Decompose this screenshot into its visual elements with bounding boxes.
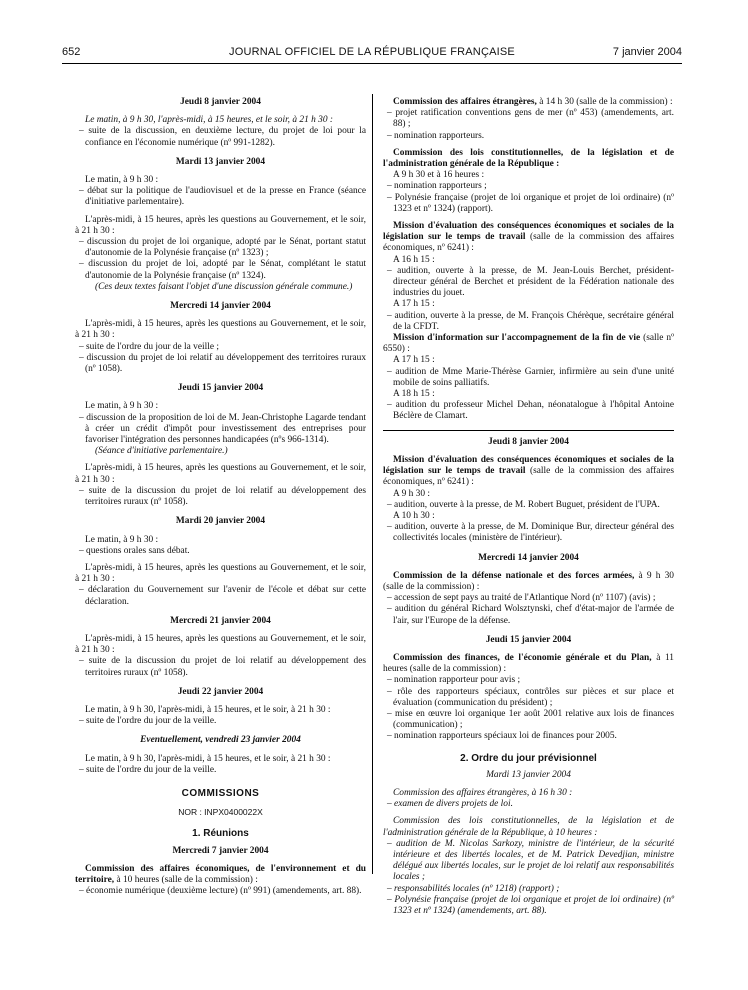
commission-entry: Commission des finances, de l'économie générale et du Plan, à 11 heures (salle de la commission) : [383, 652, 674, 675]
agenda-note: (Ces deux textes faisant l'objet d'une discussion générale commune.) [95, 281, 353, 292]
commission-entry: Mission d'évaluation des conséquences économiques et sociales de la législation sur le temps de travail (salle de la commission des affaires économiques, nº 6241) : [383, 221, 674, 254]
commission-entry: Commission des lois constitutionnelles, de la législation et de l'administration générale de la République, à 10 heures : [383, 816, 674, 838]
agenda-day [75, 383, 366, 508]
agenda-item: – accession de sept pays au traité de l'Atlantique Nord (nº 1107) (avis) ; [387, 593, 656, 604]
agenda-item: – discussion de la proposition de loi de M. Jean-Christophe Lagarde tendant à créer un crédit d'impôt pour investissement des entreprises pour favoriser l'intégration des personnes handicapées (nºs 966-1314). [79, 412, 367, 446]
agenda-item: – audition, ouverte à la presse, de M. Dominique Bur, directeur général des collectivités locales (ministère de l'intérieur). [387, 522, 675, 544]
session-time: A 18 h 15 : [393, 389, 435, 400]
session-time: A 10 h 30 : [393, 510, 435, 521]
journal-title: JOURNAL OFFICIEL DE LA RÉPUBLIQUE FRANÇAISE [229, 46, 515, 58]
day-heading: Mercredi 14 janvier 2004 [170, 301, 271, 312]
left-column [75, 97, 366, 897]
commission-block [383, 148, 674, 215]
agenda-item: – projet ratification conventions gens de mer (nº 453) (amendements, art. 88) ; [387, 108, 674, 130]
commission-entry: Mission d'évaluation des conséquences économiques et sociales de la législation sur le temps de travail (salle de la commission des affaires économiques, nº 6241) : [383, 454, 674, 488]
commissions-heading: COMMISSIONS [181, 787, 260, 799]
agenda-item: – nomination rapporteur pour avis ; [387, 675, 521, 686]
agenda-item: – économie numérique (deuxième lecture) (nº 991) (amendements, art. 88). [79, 886, 362, 897]
day-heading: Mardi 13 janvier 2004 [175, 156, 266, 167]
day-heading: Mardi 13 janvier 2004 [486, 769, 571, 780]
session-time: L'après-midi, à 15 heures, après les questions au Gouvernement, et le soir, à 21 h 30 : [75, 463, 366, 485]
agenda-item: – audition du professeur Michel Dehan, néonatalogue à l'hôpital Antoine Béclère de Clamart. [387, 400, 675, 422]
agenda-item: – audition de M. Nicolas Sarkozy, ministre de l'intérieur, de la sécurité intérieure et des libertés locales, et de M. Patrick Devedjian, ministre délégué aux libertés locales, sur le projet de loi relatif aux responsabilités locales ; [387, 838, 674, 883]
agenda-day [75, 687, 366, 728]
agenda-note: (Séance d'initiative parlementaire.) [95, 446, 228, 457]
agenda-day [75, 516, 366, 607]
agenda-item: – suite de la discussion du projet de loi relatif au développement des territoires ruraux (nº 1058). [79, 656, 367, 678]
agenda-item: – mise en œuvre loi organique 1er août 2001 relative aux lois de finances (communication) ; [387, 708, 675, 731]
day-heading: Mercredi 7 janvier 2004 [172, 845, 269, 856]
agenda-day [75, 157, 366, 293]
commission-block [383, 97, 674, 142]
nor-reference: NOR : INPX0400022X [178, 807, 263, 818]
session-time: Le matin, à 9 h 30 : [85, 534, 159, 545]
section-heading: 1. Réunions [192, 828, 249, 840]
session-time: L'après-midi, à 15 heures, après les questions au Gouvernement, et le soir, à 21 h 30 : [75, 214, 366, 236]
agenda-item: – audition, ouverte à la presse, de M. Jean-Louis Berchet, président-directeur général de Berchet et président de la Fédération nationale des industries du jouet. [387, 265, 674, 299]
session-time: Le matin, à 9 h 30, l'après-midi, à 15 heures, et le soir, à 21 h 30 : [85, 115, 333, 126]
session-time: A 16 h 15 : [393, 254, 435, 265]
commission-block [383, 221, 674, 333]
commission-entry: Commission des affaires étrangères, à 14 h 30 (salle de la commission) : [393, 97, 673, 107]
agenda-item: – audition, ouverte à la presse, de M. Robert Buguet, président de l'UPA. [387, 499, 660, 510]
agenda-item: – examen de divers projets de loi. [387, 799, 513, 810]
agenda-item: – discussion du projet de loi relatif au développement des territoires ruraux (nº 1058). [79, 352, 367, 375]
session-time: Le matin, à 9 h 30 : [85, 401, 159, 412]
agenda-day [383, 437, 674, 545]
agenda-day [75, 735, 366, 776]
session-time: L'après-midi, à 15 heures, après les questions au Gouvernement, et le soir, à 21 h 30 : [75, 633, 366, 656]
commission-entry: Mission d'information sur l'accompagnement de la fin de vie (salle nº 6550) : [383, 333, 675, 355]
session-time: L'après-midi, à 15 heures, après les questions au Gouvernement, et le soir, à 21 h 30 : [75, 562, 366, 585]
commission-entry: Commission des affaires économiques, de l'environnement et du territoire, à 10 heures (salle de la commission) : [75, 863, 366, 885]
agenda-day [383, 635, 674, 743]
agenda-item: – questions orales sans débat. [79, 545, 190, 556]
session-time: A 9 h 30 et à 16 heures : [393, 170, 485, 181]
agenda-item: – suite de la discussion, en deuxième lecture, du projet de loi pour la confiance en l'économie numérique (nº 991-1282). [79, 126, 366, 148]
day-heading: Jeudi 15 janvier 2004 [177, 383, 264, 394]
header-rule [62, 63, 682, 64]
day-heading: Jeudi 8 janvier 2004 [488, 436, 569, 447]
commission-entry: Commission des affaires étrangères, à 16 h 30 : [393, 787, 573, 798]
agenda-item: – Polynésie française (projet de loi organique et projet de loi ordinaire) (nº 1323 et nº 1324) (amendements, art. 88). [387, 894, 674, 916]
agenda-item: – suite de la discussion du projet de loi relatif au développement des territoires ruraux (nº 1058). [79, 485, 367, 508]
agenda-day [75, 301, 366, 375]
commission-entry: Commission de la défense nationale et des forces armées, à 9 h 30 (salle de la commission) : [383, 570, 674, 592]
agenda-day [383, 553, 674, 627]
session-time: L'après-midi, à 15 heures, après les questions au Gouvernement, et le soir, à 21 h 30 : [75, 319, 366, 341]
issue-date: 7 janvier 2004 [612, 46, 682, 58]
day-heading: Jeudi 8 janvier 2004 [180, 97, 261, 107]
column-divider [372, 94, 373, 874]
agenda-item: – discussion du projet de loi, adopté par le Sénat, complétant le statut d'autonomie de la Polynésie française (nº 1324). [79, 259, 366, 281]
session-time: A 9 h 30 : [393, 488, 430, 499]
agenda-item: – nomination rapporteurs spéciaux loi de finances pour 2005. [387, 731, 617, 742]
day-heading: Jeudi 15 janvier 2004 [485, 634, 572, 645]
agenda-item: – audition, ouverte à la presse, de M. François Chérèque, secrétaire général de la CFDT. [387, 310, 675, 332]
agenda-item: – audition du général Richard Wolsztynski, chef d'état-major de l'armée de l'air, sur l'Europe de la défense. [387, 604, 674, 626]
agenda-item: – responsabilités locales (nº 1218) (rapport) ; [387, 883, 560, 894]
day-heading: Jeudi 22 janvier 2004 [177, 686, 264, 697]
agenda-item: – rôle des rapporteurs spéciaux, contrôles sur pièces et sur place et évaluation (communication du président) ; [387, 686, 674, 708]
agenda-day [75, 97, 366, 149]
day-heading: Mercredi 14 janvier 2004 [478, 552, 579, 563]
day-heading: Mercredi 21 janvier 2004 [170, 615, 271, 626]
agenda-item: – Polynésie française (projet de loi organique et projet de loi ordinaire) (nº 1323 et nº 1324) (rapport). [387, 192, 674, 214]
agenda-item: – nomination rapporteurs ; [387, 181, 487, 192]
agenda-item: – discussion du projet de loi organique, adopté par le Sénat, portant statut d'autonomie de la Polynésie française (nº 1323) ; [79, 237, 367, 259]
section-heading: 2. Ordre du jour prévisionnel [460, 752, 597, 764]
session-time: Le matin, à 9 h 30, l'après-midi, à 15 heures, et le soir, à 21 h 30 : [85, 704, 331, 715]
day-heading: Eventuellement, vendredi 23 janvier 2004 [140, 735, 301, 746]
session-time: A 17 h 15 : [393, 355, 435, 366]
agenda-day [75, 846, 366, 898]
page-number: 652 [62, 46, 81, 58]
session-time: Le matin, à 9 h 30, l'après-midi, à 15 heures, et le soir, à 21 h 30 : [85, 753, 331, 764]
agenda-item: – nomination rapporteurs. [387, 130, 485, 141]
agenda-day [75, 616, 366, 679]
session-time: Le matin, à 9 h 30 : [85, 175, 159, 186]
commission-block [383, 333, 674, 423]
commission-entry: Commission des lois constitutionnelles, de la législation et de l'administration générale de la République : [383, 147, 674, 170]
agenda-item: – suite de l'ordre du jour de la veille. [79, 764, 217, 775]
session-time: A 17 h 15 : [393, 299, 435, 310]
page-header [62, 46, 682, 62]
agenda-item: – déclaration du Gouvernement sur l'avenir de l'école et débat sur cette déclaration. [79, 585, 366, 607]
right-column [383, 97, 674, 917]
agenda-item: – suite de l'ordre du jour de la veille ; [79, 341, 219, 352]
day-heading: Mardi 20 janvier 2004 [175, 516, 266, 527]
section-divider [383, 430, 674, 431]
agenda-day [383, 770, 674, 917]
agenda-item: – débat sur la politique de l'audiovisuel et de la presse en France (séance d'initiative parlementaire). [79, 186, 366, 208]
agenda-item: – suite de l'ordre du jour de la veille. [79, 716, 217, 727]
agenda-item: – audition de Mme Marie-Thérèse Garnier, infirmière au sein d'une unité mobile de soins palliatifs. [387, 366, 674, 388]
